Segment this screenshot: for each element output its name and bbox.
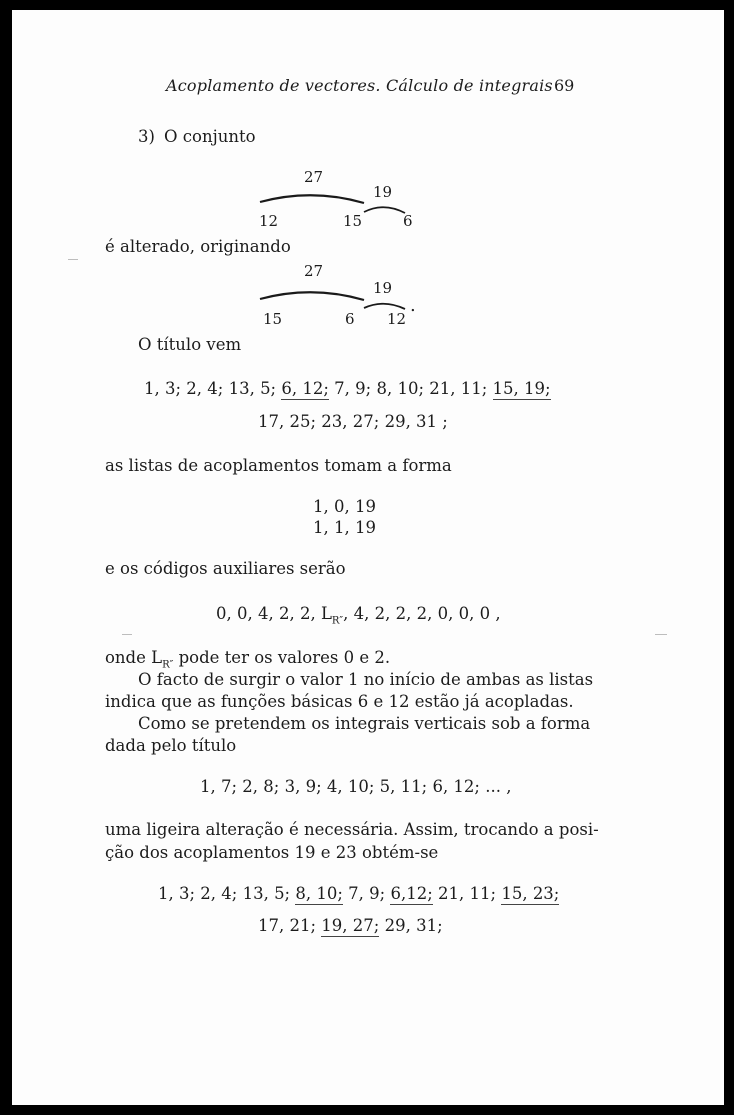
scan-mark	[122, 634, 132, 635]
arc-27-diagram1	[260, 195, 364, 203]
formula1-part-b-underlined: 6, 12;	[281, 379, 329, 398]
para1-line1: O facto de surgir o valor 1 no início de ambas as listas	[138, 670, 594, 689]
onde-subscript: R″	[162, 659, 174, 671]
diagram2-right-label: 12	[387, 310, 407, 328]
diagram2-top-label: 27	[304, 262, 324, 280]
arc-19-diagram2	[364, 304, 405, 309]
scan-mark	[68, 259, 78, 260]
formula3-part-i: 29, 31;	[384, 916, 443, 935]
onde-part-b: pode ter os valores 0 e 2.	[173, 648, 391, 667]
page-number: 69	[554, 76, 575, 95]
item-label: 3)	[138, 127, 155, 146]
onde-part-a: onde L	[105, 648, 163, 667]
scan-mark	[655, 634, 667, 635]
diagram1-top-label: 27	[304, 168, 324, 186]
codigos-part-b: , 4, 2, 2, 2, 0, 0, 0 ,	[343, 604, 501, 623]
diagram2-right-top-label: 19	[373, 279, 393, 297]
diagram2-trailing-dot: .	[410, 295, 416, 316]
formula3-part-f-underlined: 15, 23;	[501, 884, 560, 903]
item-text: O conjunto	[164, 127, 256, 146]
listas-row1: 1, 0, 19	[313, 497, 376, 516]
diagram2-mid-label: 6	[345, 310, 355, 328]
formula1-line1	[144, 379, 551, 398]
formula3-part-b-underlined: 8, 10;	[295, 884, 343, 903]
onde-line	[105, 648, 390, 670]
coupling-arcs	[12, 10, 724, 1105]
para3-line2: ção dos acoplamentos 19 e 23 obtém-se	[105, 843, 439, 862]
altered-text: é alterado, originando	[105, 237, 291, 256]
book-page	[12, 10, 724, 1105]
formula3-line2	[258, 916, 443, 935]
codigos-subscript: R″	[331, 615, 344, 627]
codigos-formula	[216, 604, 501, 626]
diagram1-mid-label: 15	[343, 212, 363, 230]
formula1-part-d-underlined: 15, 19;	[492, 379, 551, 398]
para3-line1: uma ligeira alteração é necessária. Assim, trocando a posi-	[105, 820, 599, 839]
titulo-text: O título vem	[138, 335, 242, 354]
formula3-part-e: 21, 11;	[438, 884, 497, 903]
formula1-line2: 17, 25; 23, 27; 29, 31 ;	[258, 412, 448, 431]
diagram1-right-top-label: 19	[373, 183, 393, 201]
arc-19-diagram1	[364, 207, 405, 213]
formula1-part-c: 7, 9; 8, 10; 21, 11;	[334, 379, 488, 398]
formula3-part-g: 17, 21;	[258, 916, 317, 935]
formula1-part-a: 1, 3; 2, 4; 13, 5;	[144, 379, 277, 398]
formula3-part-d-underlined: 6,12;	[390, 884, 433, 903]
codigos-part-a: 0, 0, 4, 2, 2, L	[216, 604, 332, 623]
formula3-part-h-underlined: 19, 27;	[321, 916, 380, 935]
codigos-text: e os códigos auxiliares serão	[105, 559, 346, 578]
diagram1-right-label: 6	[403, 212, 413, 230]
para2-line1: Como se pretendem os integrais verticais sob a forma	[138, 714, 591, 733]
formula3-part-c: 7, 9;	[348, 884, 386, 903]
listas-text: as listas de acoplamentos tomam a forma	[105, 456, 452, 475]
formula2: 1, 7; 2, 8; 3, 9; 4, 10; 5, 11; 6, 12; ... ,	[200, 777, 512, 796]
diagram1-left-label: 12	[259, 212, 279, 230]
diagram2-left-label: 15	[263, 310, 283, 328]
arc-27-diagram2	[260, 292, 364, 300]
listas-row2: 1, 1, 19	[313, 518, 376, 537]
formula3-part-a: 1, 3; 2, 4; 13, 5;	[158, 884, 291, 903]
formula3-line1	[158, 884, 559, 903]
running-header: Acoplamento de vectores. Cálculo de integrais	[166, 76, 553, 95]
para2-line2: dada pelo título	[105, 736, 237, 755]
para1-line2: indica que as funções básicas 6 e 12 estão já acopladas.	[105, 692, 574, 711]
